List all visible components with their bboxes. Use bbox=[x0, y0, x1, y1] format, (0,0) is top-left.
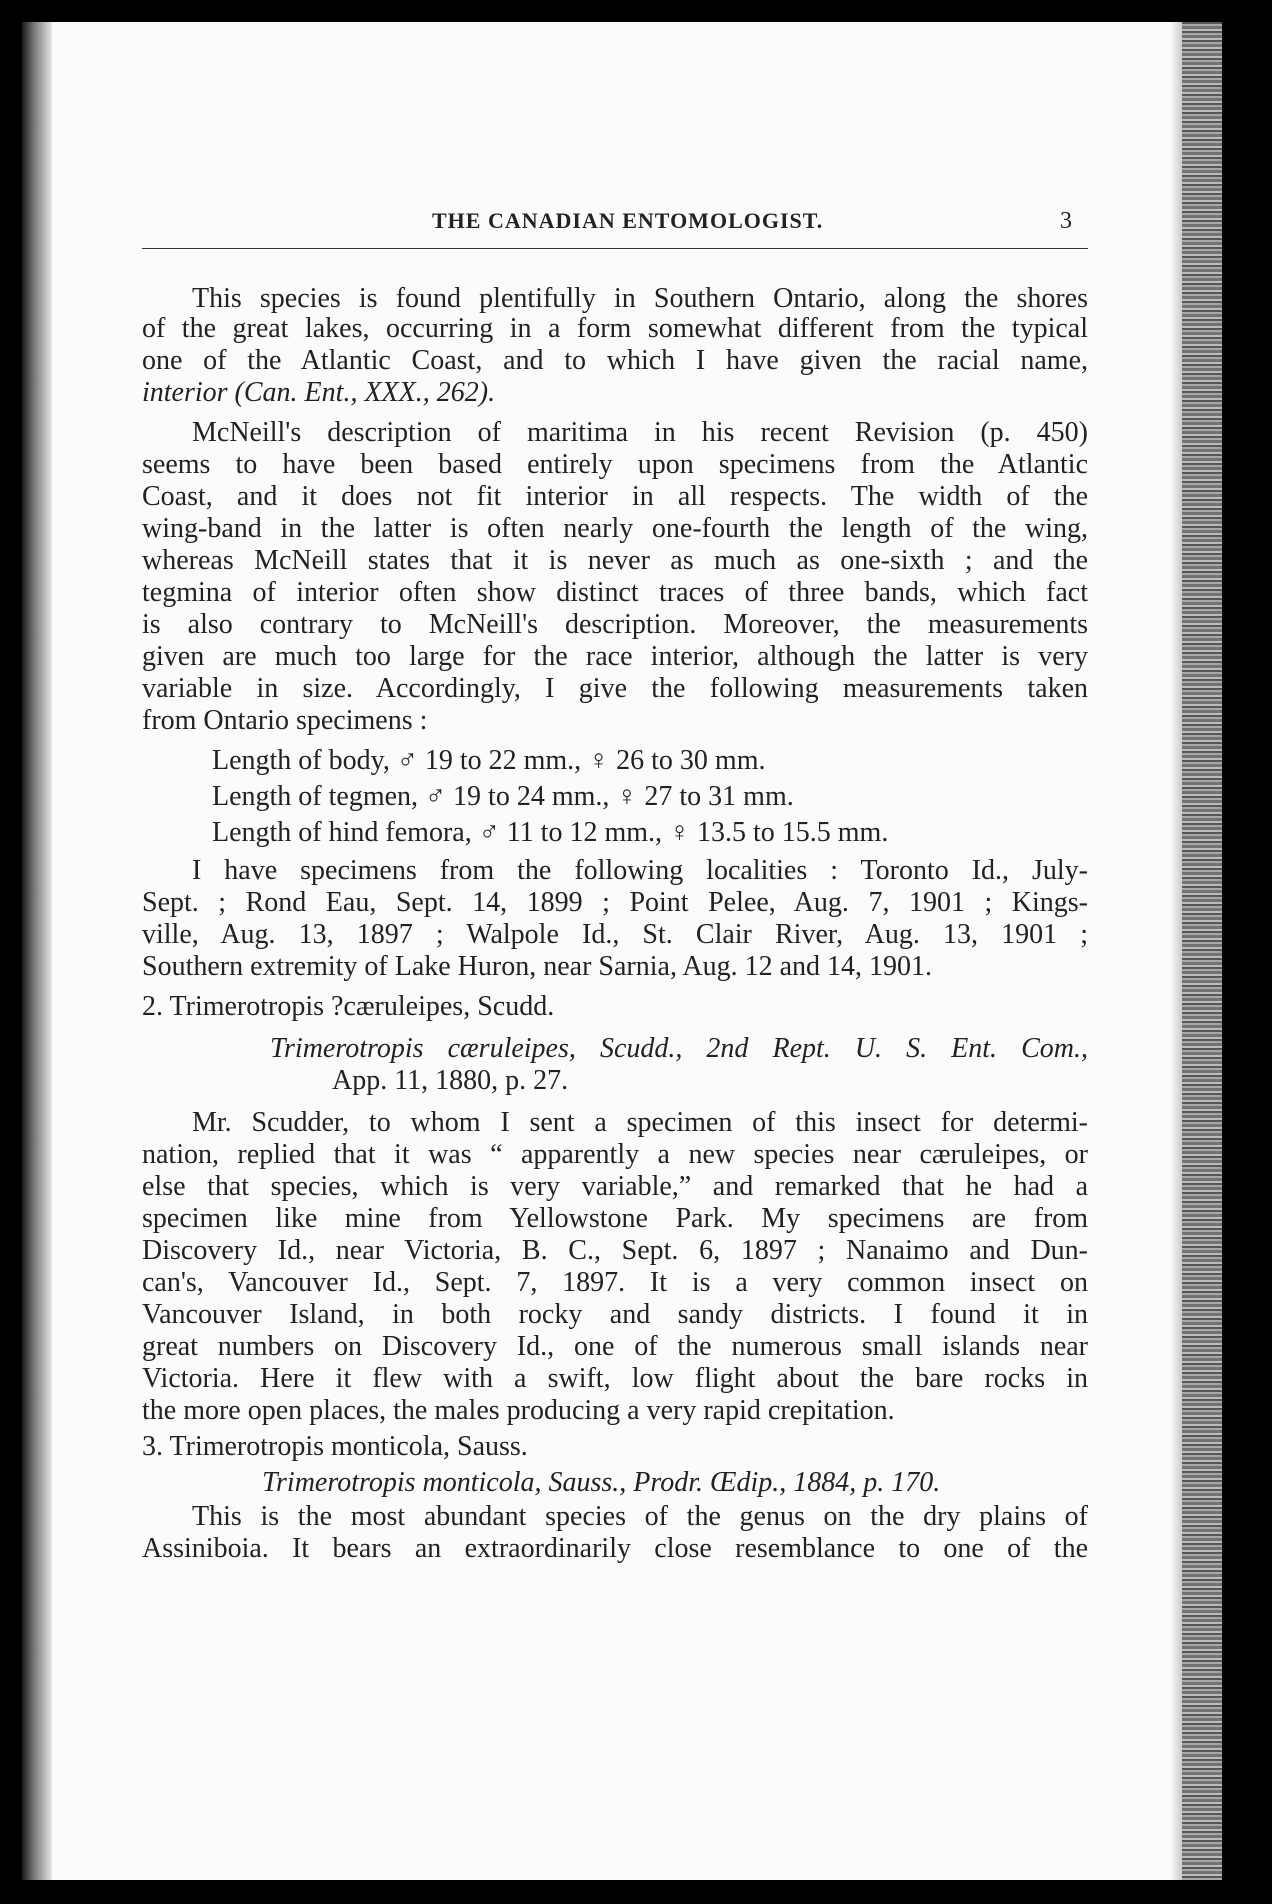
text-line: Mr. Scudder, to whom I sent a specimen of this insect for determi- bbox=[192, 1107, 1088, 1138]
text-line: the more open places, the males producing a very rapid crepitation. bbox=[142, 1395, 895, 1426]
citation-line: Trimerotropis cæruleipes, Scudd., 2nd Rept. U. S. Ent. Com., bbox=[270, 1033, 1088, 1064]
measurement-line: Length of hind femora, ♂ 11 to 12 mm., ♀ 13.5 to 15.5 mm. bbox=[212, 817, 889, 848]
page-number: 3 bbox=[1060, 208, 1072, 234]
text-line: This species is found plentifully in Southern Ontario, along the shores bbox=[192, 283, 1088, 314]
text-line: This is the most abundant species of the genus on the dry plains of bbox=[192, 1501, 1088, 1532]
text-line: McNeill's description of maritima in his recent Revision (p. 450) bbox=[192, 417, 1088, 448]
text-line: can's, Vancouver Id., Sept. 7, 1897. It is a very common insect on bbox=[142, 1267, 1088, 1298]
text-line: great numbers on Discovery Id., one of the numerous small islands near bbox=[142, 1331, 1088, 1362]
citation-line: App. 11, 1880, p. 27. bbox=[332, 1065, 569, 1096]
text-line: else that species, which is very variable,” and remarked that he had a bbox=[142, 1171, 1088, 1202]
measurement-line: Length of body, ♂ 19 to 22 mm., ♀ 26 to 30 mm. bbox=[212, 745, 766, 776]
text-line: given are much too large for the race interior, although the latter is very bbox=[142, 641, 1088, 672]
text-line: Discovery Id., near Victoria, B. C., Sept. 6, 1897 ; Nanaimo and Dun- bbox=[142, 1235, 1088, 1266]
text-line: seems to have been based entirely upon specimens from the Atlantic bbox=[142, 449, 1088, 480]
text-line: tegmina of interior often show distinct traces of three bands, which fact bbox=[142, 577, 1088, 608]
text-line: I have specimens from the following localities : Toronto Id., July- bbox=[192, 855, 1088, 886]
text-line: Coast, and it does not fit interior in all respects. The width of the bbox=[142, 481, 1088, 512]
species-heading: 2. Trimerotropis ?cæruleipes, Scudd. bbox=[142, 991, 555, 1022]
text-line: one of the Atlantic Coast, and to which I have given the racial name, bbox=[142, 345, 1088, 376]
text-line: Victoria. Here it flew with a swift, low flight about the bare rocks in bbox=[142, 1363, 1088, 1394]
page-gutter-shadow bbox=[22, 22, 52, 1880]
book-page bbox=[22, 22, 1222, 1880]
text-line: from Ontario specimens : bbox=[142, 705, 428, 736]
species-heading: 3. Trimerotropis monticola, Sauss. bbox=[142, 1431, 528, 1462]
text-line: specimen like mine from Yellowstone Park. My specimens are from bbox=[142, 1203, 1088, 1234]
running-head: THE CANADIAN ENTOMOLOGIST. bbox=[432, 208, 824, 233]
measurement-line: Length of tegmen, ♂ 19 to 24 mm., ♀ 27 to 31 mm. bbox=[212, 781, 794, 812]
text-line: Assiniboia. It bears an extraordinarily close resemblance to one of the bbox=[142, 1533, 1088, 1564]
text-line: variable in size. Accordingly, I give the following measurements taken bbox=[142, 673, 1088, 704]
text-line: interior (Can. Ent., XXX., 262). bbox=[142, 377, 496, 408]
text-line: nation, replied that it was “ apparently a new species near cæruleipes, or bbox=[142, 1139, 1088, 1170]
text-line: ville, Aug. 13, 1897 ; Walpole Id., St. Clair River, Aug. 13, 1901 ; bbox=[142, 919, 1088, 950]
page-stack-edge bbox=[1182, 22, 1222, 1880]
page-edge-shadow bbox=[1170, 22, 1182, 1880]
page-header bbox=[142, 208, 1088, 249]
text-line: Sept. ; Rond Eau, Sept. 14, 1899 ; Point Pelee, Aug. 7, 1901 ; Kings- bbox=[142, 887, 1088, 918]
citation-line: Trimerotropis monticola, Sauss., Prodr. Œdip., 1884, p. 170. bbox=[262, 1467, 941, 1498]
text-line: Southern extremity of Lake Huron, near Sarnia, Aug. 12 and 14, 1901. bbox=[142, 951, 933, 982]
text-line: of the great lakes, occurring in a form somewhat different from the typical bbox=[142, 313, 1088, 344]
text-line: Vancouver Island, in both rocky and sandy districts. I found it in bbox=[142, 1299, 1088, 1330]
text-line: wing-band in the latter is often nearly one-fourth the length of the wing, bbox=[142, 513, 1088, 544]
text-line: whereas McNeill states that it is never as much as one-sixth ; and the bbox=[142, 545, 1088, 576]
text-line: is also contrary to McNeill's description. Moreover, the measurements bbox=[142, 609, 1088, 640]
